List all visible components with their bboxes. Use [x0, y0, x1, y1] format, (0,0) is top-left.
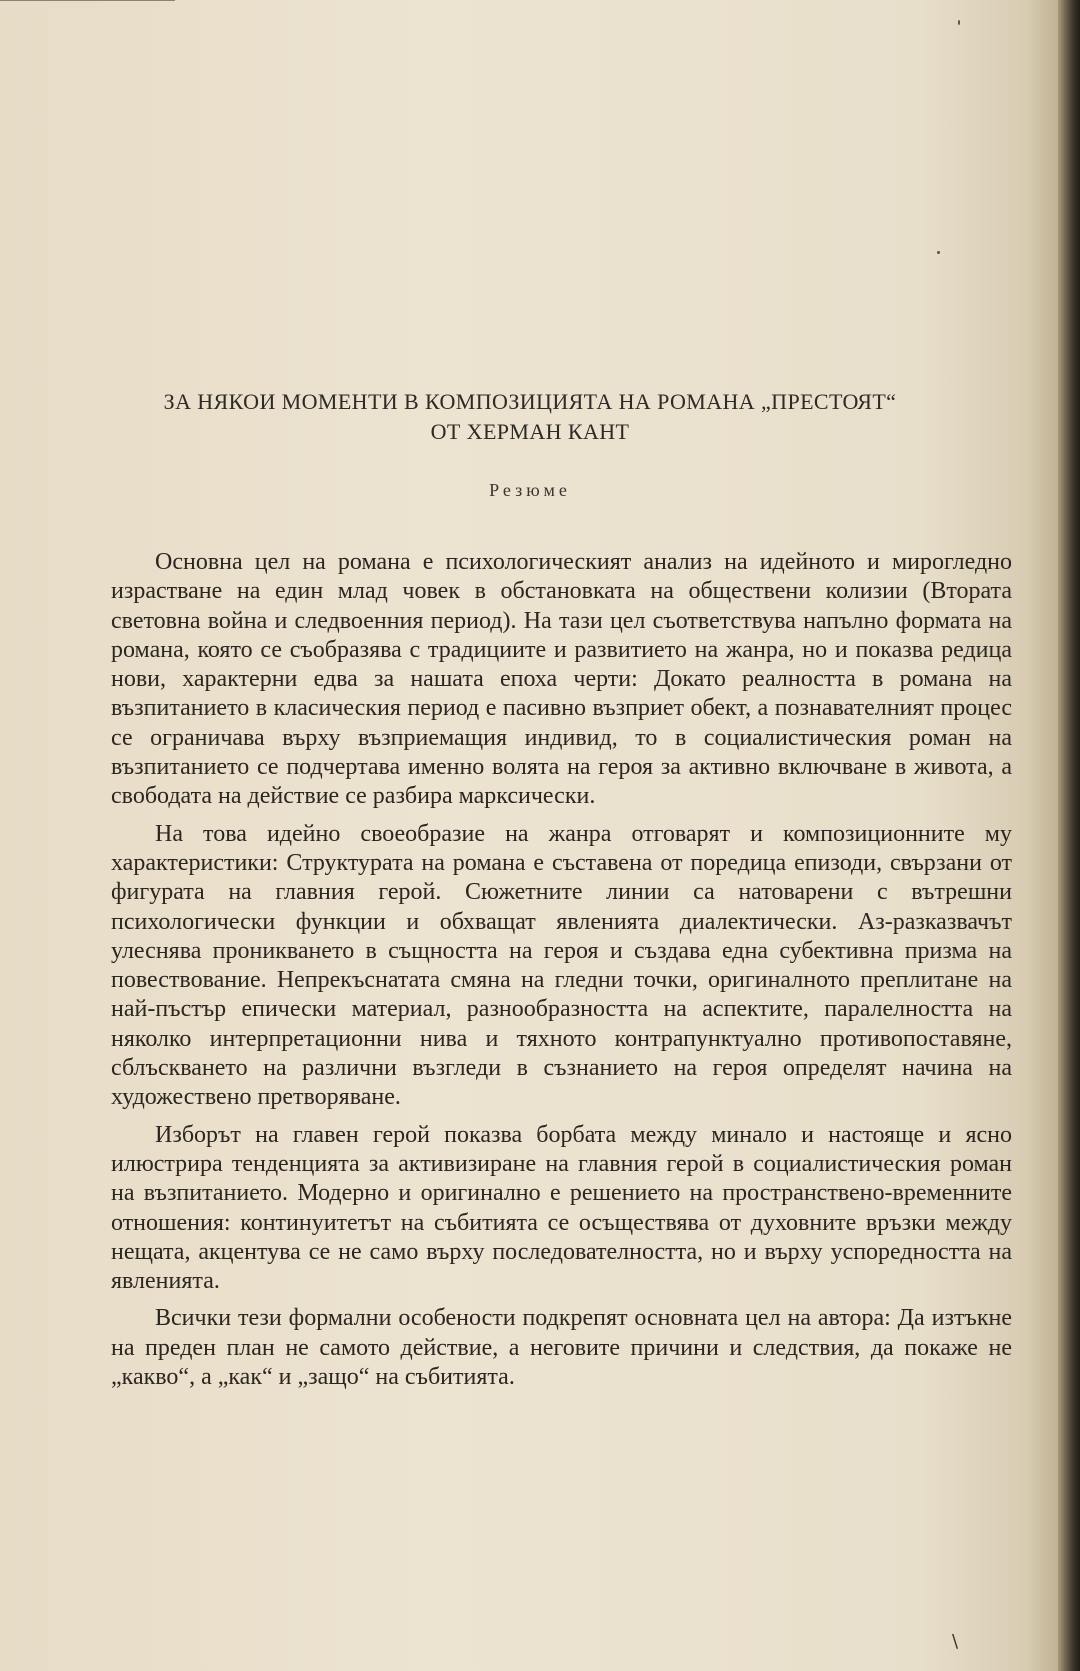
paragraph-4: Всички тези формални особености подкрепят основната цел на автора: Да изтъкне на преден план не самото действие, а неговите причини и следствия, да покаже не „какво“, а „как“ и „защо“ на събитията. [111, 1305, 1012, 1391]
article-title [100, 387, 960, 447]
page-top-edge [0, 0, 175, 1]
paragraph-2: На това идейно своеобразие на жанра отговарят и композиционните му характеристики: Структурата на романа е съставена от поредица епизоди, свързани от фигурата на главния герой. Сюжетните линии са натоварени с вътрешни психологически функции и обхващат явленията диалектически. Аз-разказвачът улеснява проникването в същността на героя и създава една субективна призма на повествование. Непрекъснатата смяна на гледни точки, оригиналното преплитане на най-пъстър епически материал, разнообразността на аспектите, паралелността на няколко интерпретационни нива и тяхното контрапунктуално противопоставяне, сблъскването на различни възгледи в съзнанието на героя определят начина на художествено претворяване. [111, 820, 1012, 1111]
paragraph-3: Изборът на главен герой показва борбата между минало и настояще и ясно илюстрира тенденцията за активизиране на главния герой в социалистическия роман на възпитанието. Модерно и оригинално е решението на пространствено-временните отношения: континуитетът на събитията се осъществява от духовните връзки между нещата, акцентува се не само върху последователността, но и върху успоредността на явленията. [111, 1121, 1012, 1295]
article-title-line-1: ЗА НЯКОИ МОМЕНТИ В КОМПОЗИЦИЯТА НА РОМАНА „ПРЕСТОЯТ“ [163, 389, 897, 414]
paper-speck [958, 20, 960, 25]
summary-heading: Резюме [489, 480, 571, 500]
paper-speck [937, 251, 940, 254]
article-title-line-2: ОТ ХЕРМАН КАНТ [430, 419, 630, 444]
book-spine-edge [1058, 0, 1080, 1671]
footer-mark: \ [952, 1631, 959, 1652]
summary-body [111, 548, 1012, 1392]
paragraph-1: Основна цел на романа е психологическият анализ на идейното и мирогледно израстване на един млад човек в обстановката на обществени колизии (Втората световна война и следвоенния период). На тази цел съответствува напълно формата на романа, която се съобразява с традициите и развитието на жанра, но и показва редица нови, характерни едва за нашата епоха черти: Докато реалността в романа на възпитанието в класическия период е пасивно възприет обект, а познавателният процес се ограничава върху възприемащия индивид, то в социалистическия роман на възпитанието се подчертава именно волята на героя за активно включване в живота, а свободата на действие се разбира марксически. [111, 549, 1012, 810]
